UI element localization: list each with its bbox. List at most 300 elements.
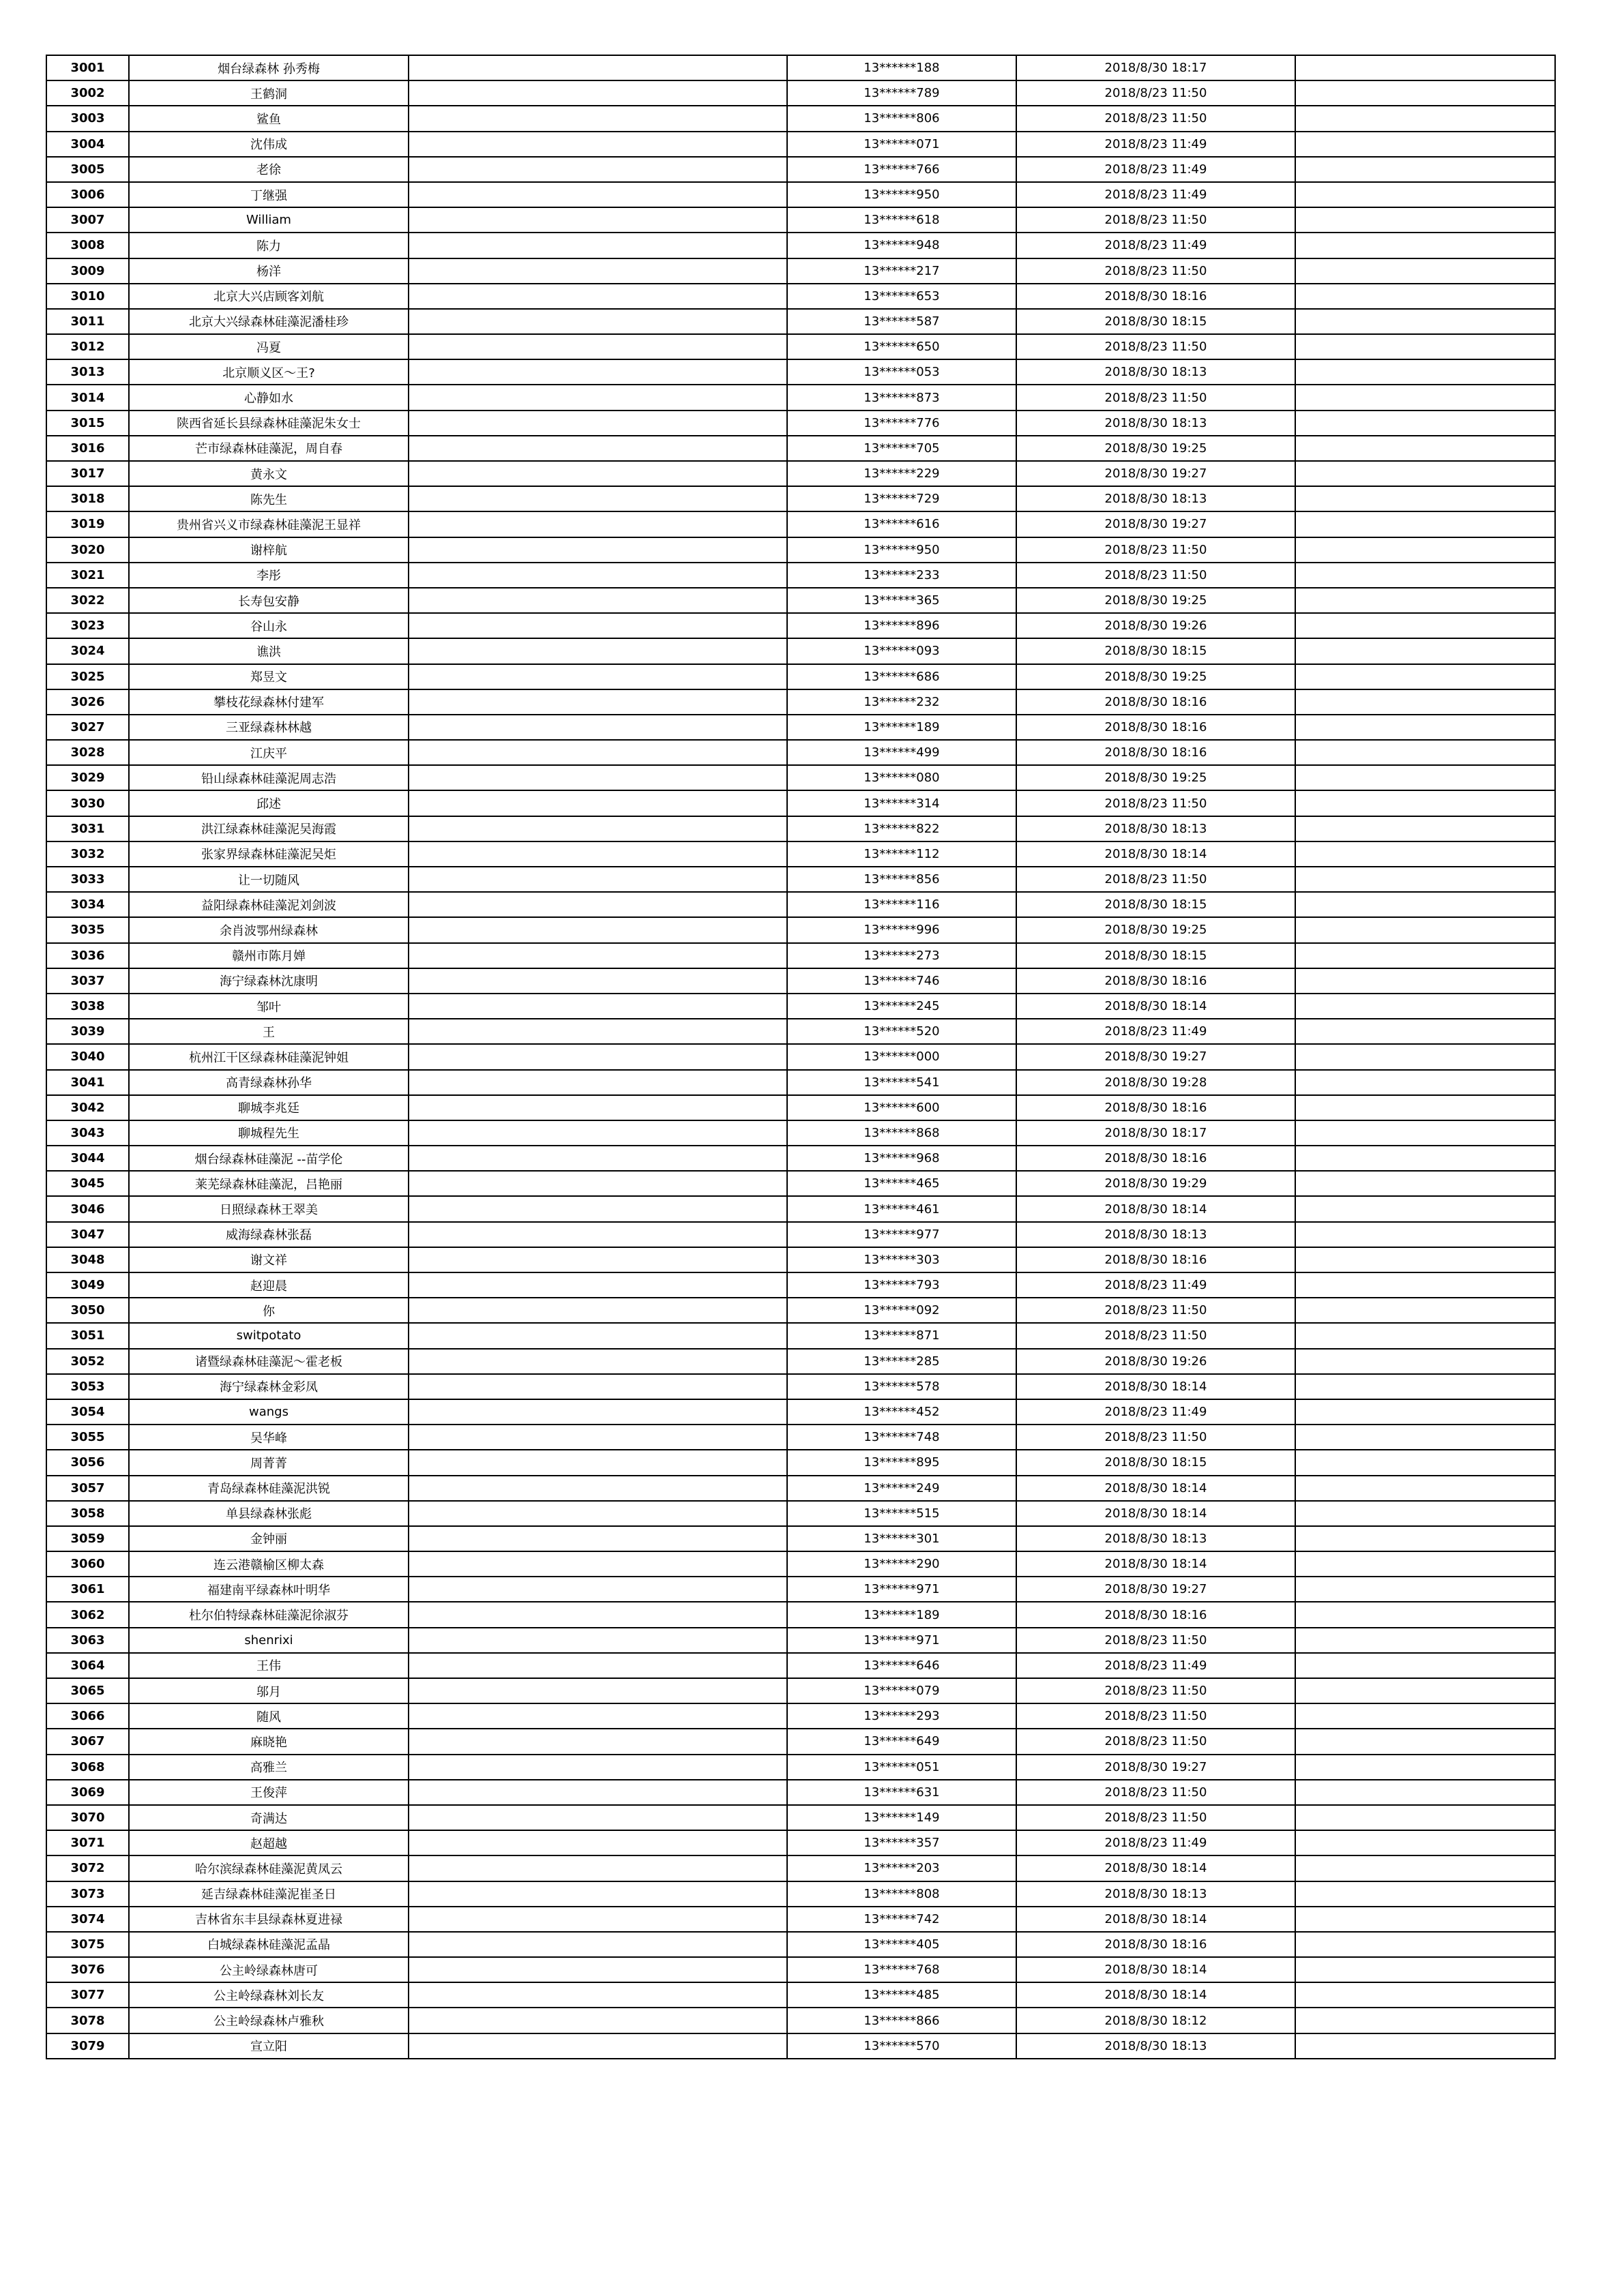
cell-empty — [1295, 2008, 1555, 2033]
cell-id: 3044 — [46, 1146, 129, 1171]
cell-empty — [409, 790, 787, 816]
cell-empty — [1295, 1171, 1555, 1196]
cell-phone: 13******461 — [787, 1196, 1016, 1221]
cell-empty — [409, 917, 787, 942]
cell-empty — [1295, 1298, 1555, 1323]
cell-time: 2018/8/23 11:50 — [1016, 80, 1295, 106]
cell-id: 3038 — [46, 994, 129, 1019]
cell-phone: 13******249 — [787, 1476, 1016, 1501]
cell-id: 3026 — [46, 689, 129, 715]
cell-empty — [1295, 715, 1555, 740]
cell-empty — [409, 1551, 787, 1577]
cell-empty — [409, 258, 787, 284]
cell-time: 2018/8/30 18:16 — [1016, 1247, 1295, 1272]
cell-id: 3042 — [46, 1095, 129, 1120]
cell-name: 赵超越 — [129, 1830, 409, 1855]
cell-empty — [1295, 1349, 1555, 1374]
cell-name: switpotato — [129, 1323, 409, 1348]
cell-empty — [1295, 309, 1555, 334]
cell-empty — [1295, 841, 1555, 867]
table-row — [46, 1070, 1555, 1095]
cell-id: 3058 — [46, 1501, 129, 1526]
cell-name: 李彤 — [129, 563, 409, 588]
cell-name: 赣州市陈月婵 — [129, 943, 409, 968]
cell-phone: 13******950 — [787, 537, 1016, 563]
cell-id: 3007 — [46, 207, 129, 233]
cell-empty — [1295, 943, 1555, 968]
cell-empty — [409, 385, 787, 410]
cell-phone: 13******822 — [787, 816, 1016, 841]
table-row — [46, 436, 1555, 461]
table-row — [46, 411, 1555, 436]
cell-empty — [409, 1855, 787, 1881]
cell-empty — [1295, 790, 1555, 816]
cell-phone: 13******365 — [787, 588, 1016, 613]
cell-name: 诸暨绿森林硅藻泥～霍老板 — [129, 1349, 409, 1374]
table-row — [46, 1120, 1555, 1146]
cell-empty — [409, 1628, 787, 1653]
cell-empty — [1295, 1399, 1555, 1425]
cell-phone: 13******071 — [787, 132, 1016, 157]
cell-phone: 13******520 — [787, 1019, 1016, 1044]
cell-name: 吴华峰 — [129, 1425, 409, 1450]
cell-time: 2018/8/23 11:49 — [1016, 132, 1295, 157]
cell-id: 3043 — [46, 1120, 129, 1146]
cell-empty — [409, 55, 787, 80]
cell-id: 3039 — [46, 1019, 129, 1044]
cell-name: 杜尔伯特绿森林硅藻泥徐淑芬 — [129, 1602, 409, 1627]
cell-empty — [409, 461, 787, 486]
cell-id: 3002 — [46, 80, 129, 106]
cell-empty — [1295, 2033, 1555, 2059]
cell-id: 3017 — [46, 461, 129, 486]
cell-phone: 13******742 — [787, 1907, 1016, 1932]
cell-time: 2018/8/23 11:49 — [1016, 1653, 1295, 1678]
cell-name: 王伟 — [129, 1653, 409, 1678]
cell-id: 3064 — [46, 1653, 129, 1678]
cell-name: 陈先生 — [129, 486, 409, 511]
cell-empty — [1295, 664, 1555, 689]
cell-empty — [409, 1830, 787, 1855]
cell-time: 2018/8/30 18:16 — [1016, 740, 1295, 765]
cell-id: 3003 — [46, 106, 129, 131]
cell-phone: 13******232 — [787, 689, 1016, 715]
cell-phone: 13******705 — [787, 436, 1016, 461]
table-row — [46, 689, 1555, 715]
table-row — [46, 765, 1555, 790]
cell-empty — [1295, 385, 1555, 410]
table-row — [46, 284, 1555, 309]
cell-time: 2018/8/23 11:50 — [1016, 1425, 1295, 1450]
cell-phone: 13******314 — [787, 790, 1016, 816]
cell-name: 张家界绿森林硅藻泥吴炬 — [129, 841, 409, 867]
cell-id: 3010 — [46, 284, 129, 309]
cell-empty — [409, 1602, 787, 1627]
cell-empty — [1295, 1982, 1555, 2008]
cell-empty — [1295, 1551, 1555, 1577]
cell-name: 公主岭绿森林卢雅秋 — [129, 2008, 409, 2033]
cell-name: 黄永文 — [129, 461, 409, 486]
cell-name: 贵州省兴义市绿森林硅藻泥王显祥 — [129, 511, 409, 537]
cell-empty — [409, 80, 787, 106]
cell-id: 3016 — [46, 436, 129, 461]
cell-id: 3041 — [46, 1070, 129, 1095]
cell-empty — [1295, 537, 1555, 563]
cell-time: 2018/8/30 18:14 — [1016, 1196, 1295, 1221]
table-row — [46, 258, 1555, 284]
cell-id: 3035 — [46, 917, 129, 942]
cell-id: 3051 — [46, 1323, 129, 1348]
cell-empty — [409, 157, 787, 182]
cell-empty — [409, 1196, 787, 1221]
cell-empty — [1295, 994, 1555, 1019]
cell-time: 2018/8/23 11:50 — [1016, 258, 1295, 284]
cell-time: 2018/8/30 19:29 — [1016, 1171, 1295, 1196]
table-row — [46, 1855, 1555, 1881]
cell-time: 2018/8/30 18:13 — [1016, 486, 1295, 511]
cell-name: 海宁绿森林沈康明 — [129, 968, 409, 994]
cell-name: 高雅兰 — [129, 1755, 409, 1780]
table-row — [46, 2033, 1555, 2059]
cell-empty — [1295, 80, 1555, 106]
table-row — [46, 943, 1555, 968]
table-row — [46, 1805, 1555, 1830]
table-row — [46, 207, 1555, 233]
cell-empty — [1295, 1755, 1555, 1780]
cell-time: 2018/8/30 19:25 — [1016, 588, 1295, 613]
cell-empty — [1295, 1703, 1555, 1729]
cell-time: 2018/8/30 18:13 — [1016, 1881, 1295, 1907]
cell-phone: 13******729 — [787, 486, 1016, 511]
cell-empty — [409, 1907, 787, 1932]
cell-time: 2018/8/23 11:50 — [1016, 1678, 1295, 1703]
cell-id: 3070 — [46, 1805, 129, 1830]
cell-empty — [409, 284, 787, 309]
cell-empty — [1295, 740, 1555, 765]
cell-empty — [409, 106, 787, 131]
cell-name: 连云港赣榆区柳太森 — [129, 1551, 409, 1577]
cell-name: 谯洪 — [129, 638, 409, 664]
cell-empty — [1295, 1830, 1555, 1855]
cell-empty — [1295, 1120, 1555, 1146]
cell-empty — [1295, 132, 1555, 157]
cell-name: 王鹤洞 — [129, 80, 409, 106]
cell-phone: 13******968 — [787, 1146, 1016, 1171]
cell-empty — [409, 1957, 787, 1982]
cell-empty — [409, 1805, 787, 1830]
cell-id: 3076 — [46, 1957, 129, 1982]
table-row — [46, 55, 1555, 80]
cell-phone: 13******587 — [787, 309, 1016, 334]
cell-empty — [409, 2033, 787, 2059]
cell-name: 王 — [129, 1019, 409, 1044]
table-row — [46, 1703, 1555, 1729]
cell-empty — [1295, 1019, 1555, 1044]
table-row — [46, 867, 1555, 892]
cell-time: 2018/8/30 18:13 — [1016, 816, 1295, 841]
cell-empty — [1295, 359, 1555, 385]
cell-empty — [409, 511, 787, 537]
cell-empty — [1295, 1450, 1555, 1475]
cell-name: 长寿包安静 — [129, 588, 409, 613]
cell-empty — [1295, 157, 1555, 182]
cell-id: 3040 — [46, 1044, 129, 1069]
cell-time: 2018/8/30 18:14 — [1016, 1551, 1295, 1577]
cell-id: 3008 — [46, 233, 129, 258]
cell-name: 邬月 — [129, 1678, 409, 1703]
cell-id: 3030 — [46, 790, 129, 816]
cell-name: 哈尔滨绿森林硅藻泥黄凤云 — [129, 1855, 409, 1881]
cell-name: 三亚绿森林林越 — [129, 715, 409, 740]
cell-id: 3021 — [46, 563, 129, 588]
cell-time: 2018/8/30 18:12 — [1016, 2008, 1295, 2033]
cell-empty — [1295, 284, 1555, 309]
cell-id: 3012 — [46, 334, 129, 359]
cell-phone: 13******746 — [787, 968, 1016, 994]
cell-empty — [1295, 1374, 1555, 1399]
cell-phone: 13******499 — [787, 740, 1016, 765]
cell-time: 2018/8/30 18:17 — [1016, 55, 1295, 80]
cell-id: 3056 — [46, 1450, 129, 1475]
cell-name: 邹叶 — [129, 994, 409, 1019]
cell-phone: 13******616 — [787, 511, 1016, 537]
cell-id: 3063 — [46, 1628, 129, 1653]
table-row — [46, 1907, 1555, 1932]
table-row — [46, 588, 1555, 613]
cell-id: 3079 — [46, 2033, 129, 2059]
cell-empty — [1295, 689, 1555, 715]
cell-empty — [1295, 207, 1555, 233]
table-row — [46, 1551, 1555, 1577]
cell-time: 2018/8/23 11:50 — [1016, 1805, 1295, 1830]
cell-empty — [409, 436, 787, 461]
cell-empty — [409, 1399, 787, 1425]
cell-empty — [1295, 1272, 1555, 1298]
cell-name: 威海绿森林张磊 — [129, 1222, 409, 1247]
cell-time: 2018/8/23 11:50 — [1016, 1729, 1295, 1754]
table-row — [46, 1044, 1555, 1069]
cell-time: 2018/8/23 11:50 — [1016, 537, 1295, 563]
cell-name: 冯夏 — [129, 334, 409, 359]
cell-empty — [1295, 917, 1555, 942]
cell-empty — [409, 968, 787, 994]
table-row — [46, 132, 1555, 157]
cell-empty — [1295, 1628, 1555, 1653]
table-row — [46, 968, 1555, 994]
cell-phone: 13******631 — [787, 1780, 1016, 1805]
table-row — [46, 511, 1555, 537]
table-row — [46, 1450, 1555, 1475]
cell-empty — [1295, 1602, 1555, 1627]
cell-time: 2018/8/23 11:50 — [1016, 1298, 1295, 1323]
cell-empty — [409, 664, 787, 689]
cell-time: 2018/8/30 18:15 — [1016, 892, 1295, 917]
cell-empty — [409, 1476, 787, 1501]
cell-time: 2018/8/30 19:27 — [1016, 1755, 1295, 1780]
cell-name: 谷山永 — [129, 613, 409, 638]
cell-id: 3067 — [46, 1729, 129, 1754]
table-row — [46, 790, 1555, 816]
cell-id: 3047 — [46, 1222, 129, 1247]
cell-time: 2018/8/30 18:15 — [1016, 638, 1295, 664]
table-row — [46, 816, 1555, 841]
cell-time: 2018/8/23 11:49 — [1016, 1272, 1295, 1298]
cell-time: 2018/8/30 19:27 — [1016, 511, 1295, 537]
cell-empty — [409, 1374, 787, 1399]
cell-phone: 13******285 — [787, 1349, 1016, 1374]
cell-id: 3072 — [46, 1855, 129, 1881]
cell-name: 陕西省延长县绿森林硅藻泥朱女士 — [129, 411, 409, 436]
table-row — [46, 537, 1555, 563]
cell-id: 3078 — [46, 2008, 129, 2033]
cell-phone: 13******357 — [787, 1830, 1016, 1855]
cell-name: 芒市绿森林硅藻泥，周自春 — [129, 436, 409, 461]
cell-empty — [1295, 1780, 1555, 1805]
cell-phone: 13******871 — [787, 1323, 1016, 1348]
cell-time: 2018/8/30 18:13 — [1016, 411, 1295, 436]
cell-name: 聊城李兆廷 — [129, 1095, 409, 1120]
cell-time: 2018/8/23 11:50 — [1016, 563, 1295, 588]
table-row — [46, 1932, 1555, 1957]
cell-time: 2018/8/30 19:25 — [1016, 664, 1295, 689]
records-table — [46, 55, 1556, 2059]
cell-id: 3074 — [46, 1907, 129, 1932]
cell-id: 3024 — [46, 638, 129, 664]
cell-name: 烟台绿森林 孙秀梅 — [129, 55, 409, 80]
table-row — [46, 1729, 1555, 1754]
cell-phone: 13******000 — [787, 1044, 1016, 1069]
table-row — [46, 1678, 1555, 1703]
cell-time: 2018/8/23 11:50 — [1016, 1628, 1295, 1653]
cell-empty — [1295, 892, 1555, 917]
cell-empty — [409, 1703, 787, 1729]
cell-time: 2018/8/30 18:13 — [1016, 359, 1295, 385]
cell-phone: 13******303 — [787, 1247, 1016, 1272]
cell-phone: 13******405 — [787, 1932, 1016, 1957]
cell-name: 公主岭绿森林刘长友 — [129, 1982, 409, 2008]
cell-phone: 13******112 — [787, 841, 1016, 867]
cell-empty — [1295, 55, 1555, 80]
cell-empty — [1295, 613, 1555, 638]
cell-id: 3020 — [46, 537, 129, 563]
cell-time: 2018/8/23 11:50 — [1016, 106, 1295, 131]
cell-empty — [1295, 968, 1555, 994]
cell-phone: 13******116 — [787, 892, 1016, 917]
cell-empty — [1295, 334, 1555, 359]
cell-empty — [1295, 182, 1555, 207]
cell-phone: 13******051 — [787, 1755, 1016, 1780]
cell-id: 3046 — [46, 1196, 129, 1221]
cell-name: 心静如水 — [129, 385, 409, 410]
cell-empty — [409, 816, 787, 841]
cell-phone: 13******646 — [787, 1653, 1016, 1678]
cell-empty — [409, 1932, 787, 1957]
table-row — [46, 1247, 1555, 1272]
table-row — [46, 917, 1555, 942]
cell-name: 让一切随风 — [129, 867, 409, 892]
cell-empty — [1295, 1932, 1555, 1957]
cell-empty — [409, 588, 787, 613]
cell-empty — [409, 1171, 787, 1196]
cell-time: 2018/8/30 18:16 — [1016, 1932, 1295, 1957]
cell-empty — [409, 334, 787, 359]
cell-phone: 13******217 — [787, 258, 1016, 284]
cell-name: 莱芜绿森林硅藻泥，吕艳丽 — [129, 1171, 409, 1196]
table-row — [46, 1755, 1555, 1780]
cell-empty — [409, 689, 787, 715]
table-row — [46, 334, 1555, 359]
cell-time: 2018/8/30 19:27 — [1016, 1044, 1295, 1069]
cell-phone: 13******748 — [787, 1425, 1016, 1450]
cell-empty — [409, 1678, 787, 1703]
cell-phone: 13******996 — [787, 917, 1016, 942]
cell-phone: 13******233 — [787, 563, 1016, 588]
cell-empty — [409, 892, 787, 917]
cell-empty — [409, 1019, 787, 1044]
cell-phone: 13******868 — [787, 1120, 1016, 1146]
table-row — [46, 1602, 1555, 1627]
cell-phone: 13******600 — [787, 1095, 1016, 1120]
table-row — [46, 1476, 1555, 1501]
cell-id: 3014 — [46, 385, 129, 410]
cell-time: 2018/8/23 11:49 — [1016, 157, 1295, 182]
cell-empty — [1295, 1323, 1555, 1348]
cell-time: 2018/8/30 18:16 — [1016, 968, 1295, 994]
cell-time: 2018/8/30 18:13 — [1016, 2033, 1295, 2059]
cell-id: 3062 — [46, 1602, 129, 1627]
cell-empty — [409, 1982, 787, 2008]
cell-id: 3053 — [46, 1374, 129, 1399]
cell-id: 3055 — [46, 1425, 129, 1450]
cell-phone: 13******203 — [787, 1855, 1016, 1881]
cell-id: 3071 — [46, 1830, 129, 1855]
table-row — [46, 80, 1555, 106]
table-row — [46, 740, 1555, 765]
cell-name: wangs — [129, 1399, 409, 1425]
cell-name: 杨洋 — [129, 258, 409, 284]
cell-phone: 13******789 — [787, 80, 1016, 106]
cell-phone: 13******189 — [787, 1602, 1016, 1627]
cell-empty — [1295, 461, 1555, 486]
cell-phone: 13******776 — [787, 411, 1016, 436]
cell-empty — [1295, 765, 1555, 790]
cell-time: 2018/8/23 11:50 — [1016, 867, 1295, 892]
cell-empty — [1295, 258, 1555, 284]
cell-id: 3019 — [46, 511, 129, 537]
cell-empty — [409, 867, 787, 892]
cell-empty — [409, 638, 787, 664]
cell-name: 沈伟成 — [129, 132, 409, 157]
cell-phone: 13******079 — [787, 1678, 1016, 1703]
cell-empty — [409, 1755, 787, 1780]
table-row — [46, 1349, 1555, 1374]
cell-name: William — [129, 207, 409, 233]
cell-time: 2018/8/23 11:50 — [1016, 1323, 1295, 1348]
cell-empty — [1295, 1501, 1555, 1526]
cell-empty — [409, 1070, 787, 1095]
cell-phone: 13******618 — [787, 207, 1016, 233]
cell-time: 2018/8/30 18:15 — [1016, 943, 1295, 968]
cell-name: 王俊萍 — [129, 1780, 409, 1805]
cell-empty — [409, 1577, 787, 1602]
cell-name: 青岛绿森林硅藻泥洪锐 — [129, 1476, 409, 1501]
cell-name: 郑昱文 — [129, 664, 409, 689]
cell-id: 3050 — [46, 1298, 129, 1323]
cell-name: 攀枝花绿森林付建军 — [129, 689, 409, 715]
table-row — [46, 994, 1555, 1019]
table-row — [46, 106, 1555, 131]
table-row — [46, 1146, 1555, 1171]
